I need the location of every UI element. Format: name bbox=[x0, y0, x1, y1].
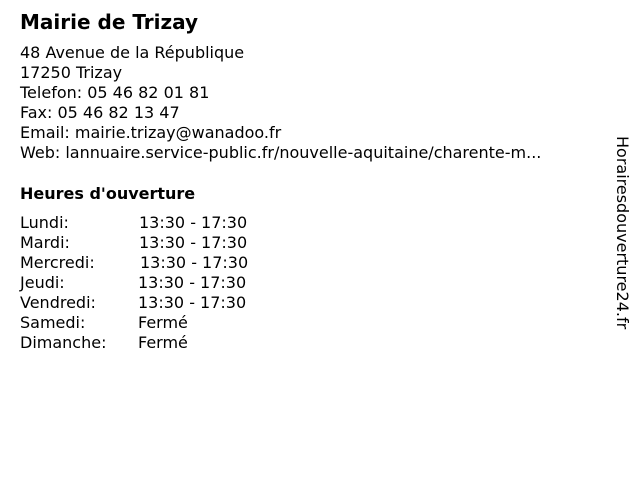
page-title: Mairie de Trizay bbox=[20, 10, 199, 34]
phone-number: Telefon: 05 46 82 01 81 bbox=[20, 83, 210, 102]
site-watermark: Horairesdouverture24.fr bbox=[613, 136, 632, 330]
hours-value: 13:30 - 17:30 bbox=[139, 213, 248, 232]
day-label: Lundi: bbox=[20, 213, 69, 232]
day-label: Dimanche: bbox=[20, 333, 107, 352]
contact-info bbox=[20, 43, 541, 163]
city-postcode: 17250 Trizay bbox=[20, 63, 123, 82]
hours-value: Fermé bbox=[138, 333, 188, 352]
hours-value: 13:30 - 17:30 bbox=[138, 293, 247, 312]
fax-number: Fax: 05 46 82 13 47 bbox=[20, 103, 180, 122]
day-label: Vendredi: bbox=[20, 293, 96, 312]
hours-value: Fermé bbox=[138, 313, 188, 332]
hours-value: 13:30 - 17:30 bbox=[139, 233, 248, 252]
email-address: Email: mairie.trizay@wanadoo.fr bbox=[20, 123, 282, 142]
day-label: Mercredi: bbox=[20, 253, 95, 272]
street-address: 48 Avenue de la République bbox=[20, 43, 245, 62]
hours-value: 13:30 - 17:30 bbox=[140, 253, 249, 272]
day-label: Samedi: bbox=[20, 313, 86, 332]
opening-hours-heading: Heures d'ouverture bbox=[20, 184, 196, 203]
day-label: Jeudi: bbox=[20, 273, 65, 292]
website-url: Web: lannuaire.service-public.fr/nouvelle-aquitaine/charente-m... bbox=[20, 143, 542, 162]
day-label: Mardi: bbox=[20, 233, 70, 252]
hours-value: 13:30 - 17:30 bbox=[138, 273, 247, 292]
